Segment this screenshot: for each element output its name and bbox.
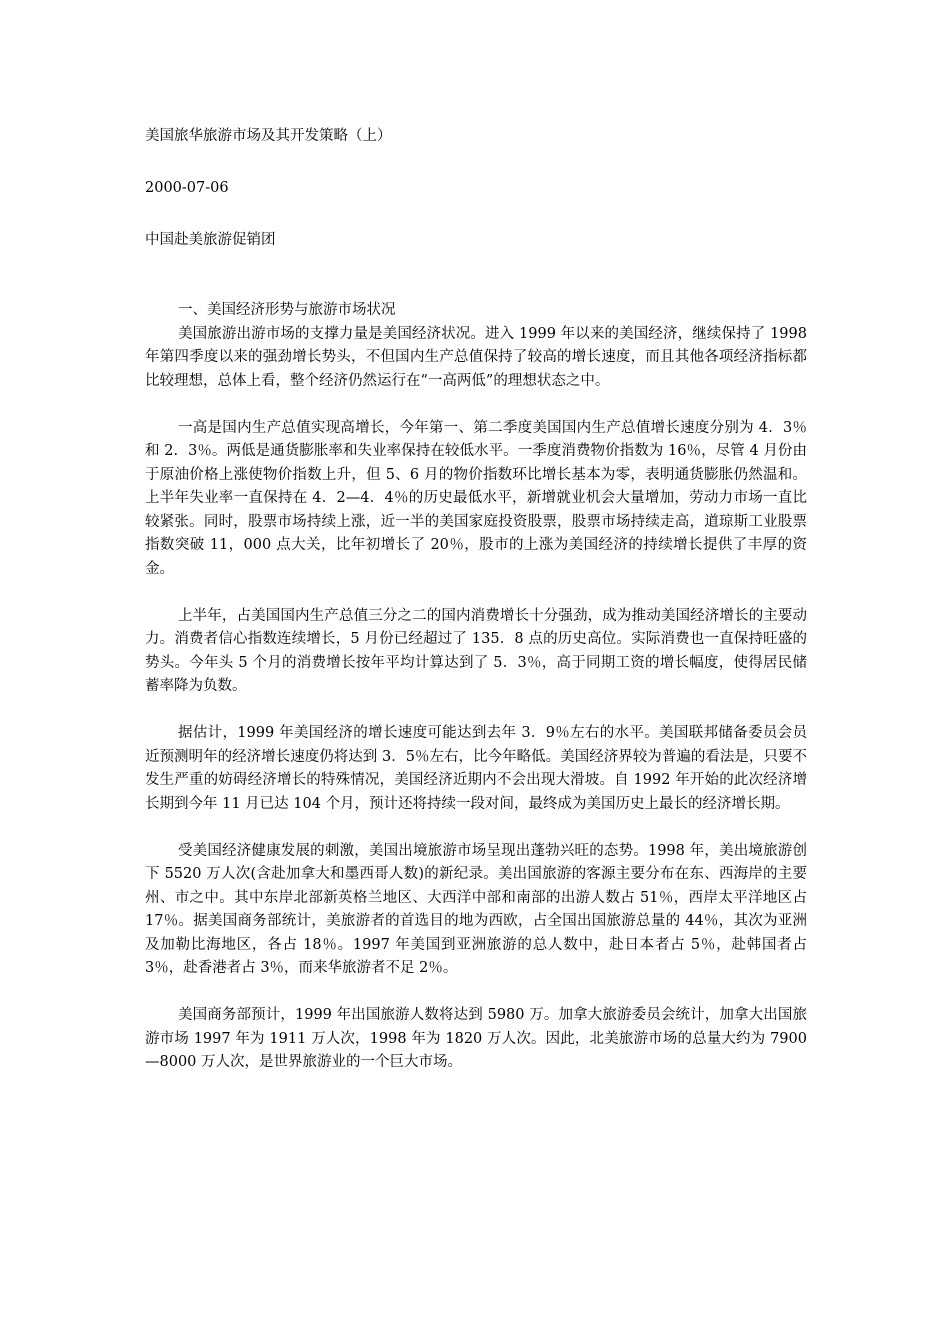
- document-author: 中国赴美旅游促销团: [145, 232, 276, 248]
- section-heading: 一、美国经济形势与旅游市场状况: [178, 302, 396, 318]
- paragraph-economy-overview: 美国旅游出游市场的支撑力量是美国经济状况。进入 1999 年以来的美国经济，继续保持了 1998 年第四季度以来的强劲增长势头，不但国内生产总值保持了较高的增长速度，而且其他各项经济指标都比较理想，总体上看，整个经济仍然运行在“一高两低”的理想状态之中。: [145, 325, 807, 389]
- paragraph-one-high-two-low: 一高是国内生产总值实现高增长，今年第一、第二季度美国国内生产总值增长速度分别为 4．3％和 2．3％。两低是通货膨胀率和失业率保持在较低水平。一季度消费物价指数为 16％，尽管 4 月份由于原油价格上涨使物价指数上升，但 5、6 月的物价指数环比增长基本为零，表明通货膨胀仍然温和。上半年失业率一直保持在 4．2—4．4％的历史最低水平，新增就业机会大量增加，劳动力市场一直比较紧张。同时，股票市场持续上涨，近一半的美国家庭投资股票，股票市场持续走高，道琼斯工业股票指数突破 11，000 点大关，比年初增长了 20％，股市的上涨为美国经济的持续增长提供了丰厚的资金。: [145, 419, 807, 577]
- paragraph-growth-forecast: 据估计，1999 年美国经济的增长速度可能达到去年 3．9％左右的水平。美国联邦储备委员会员近预测明年的经济增长速度仍将达到 3．5％左右，比今年略低。美国经济界较为普遍的看法是，只要不发生严重的妨碍经济增长的特殊情况，美国经济近期内不会出现大滑坡。自 1992 年开始的此次经济增长期到今年 11 月已达 104 个月，预计还将持续一段对间，最终成为美国历史上最长的经济增长期。: [145, 725, 807, 812]
- paragraph-market-size: 美国商务部预计，1999 年出国旅游人数将达到 5980 万。加拿大旅游委员会统计，加拿大出国旅游市场 1997 年为 1911 万人次，1998 年为 1820 万人次。因此，北美旅游市场的总量大约为 7900—8000 万人次，是世界旅游业的一个巨大市场。: [145, 1007, 807, 1070]
- paragraph-outbound-travel: 受美国经济健康发展的刺激，美国出境旅游市场呈现出蓬勃兴旺的态势。1998 年，美出境旅游创下 5520 万人次(含赴加拿大和墨西哥人数)的新纪录。美出国旅游的客源主要分布在东、西海岸的主要州、市之中。其中东岸北部新英格兰地区、大西洋中部和南部的出游人数占 51％，西岸太平洋地区占 17％。据美国商务部统计，美旅游者的首选目的地为西欧，占全国出国旅游总量的 44％，其次为亚洲及加勒比海地区，各占 18％。1997 年美国到亚洲旅游的总人数中，赴日本者占 5％，赴韩国者占 3％，赴香港者占 3％，而来华旅游者不足 2％。: [145, 842, 807, 976]
- article-body: [145, 299, 807, 1098]
- document-title: 美国旅华旅游市场及其开发策略（上）: [145, 128, 392, 144]
- paragraph-consumption: 上半年，占美国国内生产总值三分之二的国内消费增长十分强劲，成为推动美国经济增长的主要动力。消费者信心指数连续增长，5 月份已经超过了 135．8 点的历史高位。实际消费也一直保持旺盛的势头。今年头 5 个月的消费增长按年平均计算达到了 5．3％，高于同期工资的增长幅度，使得居民储蓄率降为负数。: [145, 607, 807, 694]
- document-date: 2000-07-06: [145, 180, 229, 196]
